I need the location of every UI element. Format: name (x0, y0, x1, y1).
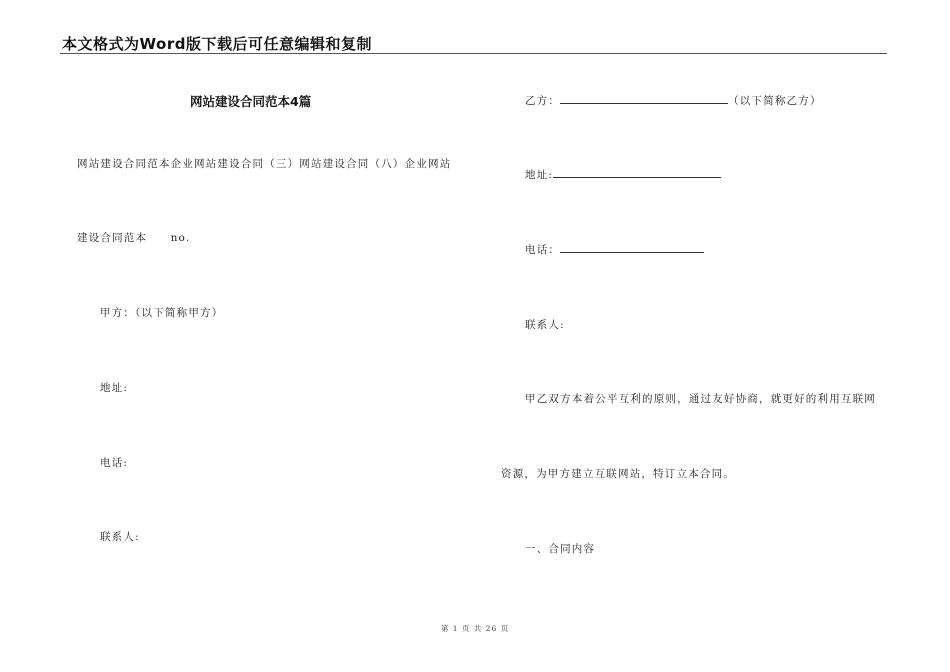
party-b-suffix: （以下简称乙方） (728, 95, 822, 107)
party-b-address-label: 地址: (525, 169, 554, 181)
section-1-heading: 一、合同内容 (525, 543, 596, 555)
party-b-phone-label: 电话： (525, 244, 561, 256)
party-b-address-line (525, 167, 721, 182)
party-b-contact-label: 联系人: (525, 319, 565, 331)
intro-line-2: 建设合同范本 no. (77, 232, 191, 244)
party-a-address-label: 地址: (100, 382, 129, 394)
party-b-name-blank (560, 93, 728, 104)
paragraph-1-line-1: 甲乙双方本着公平互利的原则，通过友好协商，就更好的利用互联网 (525, 393, 876, 405)
document-title: 网站建设合同范本4篇 (190, 94, 312, 109)
party-a-line: 甲方：（以下简称甲方） (100, 307, 224, 319)
intro-line-1: 网站建设合同范本企业网站建设合同（三）网站建设合同（八）企业网站 (77, 158, 452, 170)
party-a-phone-label: 电话: (100, 457, 129, 469)
party-b-address-blank (553, 167, 721, 178)
party-b-line (525, 93, 822, 108)
party-b-phone-line (525, 242, 704, 257)
page-number-indicator: 第 1 页 共 26 页 (440, 624, 510, 633)
header-banner: 本文格式为Word版下载后可任意编辑和复制 (62, 35, 372, 53)
header-divider (60, 53, 887, 54)
party-b-phone-blank (560, 242, 704, 253)
party-b-label: 乙方： (525, 95, 561, 107)
party-a-contact-label: 联系人: (100, 531, 140, 543)
paragraph-1-line-2: 资源，为甲方建立互联网站，特订立本合同。 (501, 468, 735, 480)
